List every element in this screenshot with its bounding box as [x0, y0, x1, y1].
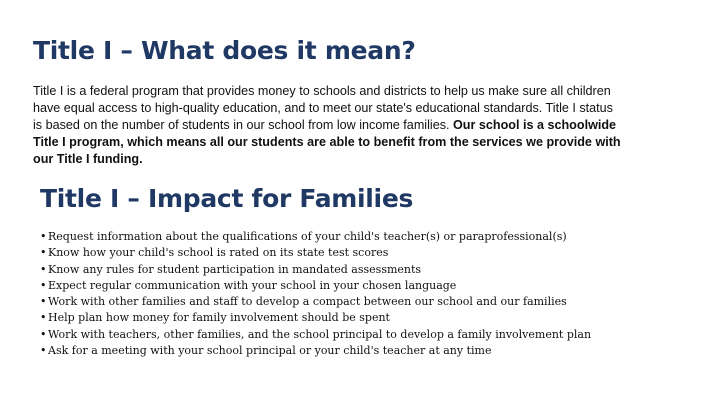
list-item: • Work with other families and staff to develop a compact between our school and our families — [40, 294, 700, 310]
list-item: • Expect regular communication with your school in your chosen language — [40, 278, 700, 294]
list-item: • Know any rules for student participation in mandated assessments — [40, 262, 700, 278]
bullet-icon: • — [40, 246, 47, 260]
family-rights-list — [40, 229, 700, 359]
list-item: • Know how your child's school is rated on its state test scores — [40, 245, 700, 261]
list-item: • Work with teachers, other families, and the school principal to develop a family involvement plan — [40, 327, 700, 343]
intro-paragraph — [33, 83, 623, 168]
intro-paragraph-plain: Title I is a federal program that provides money to schools and districts to help us make sure all children have equal access to high-quality education, and to meet our state's educational standards. Title I status is based on the number of students in our school from low income families. — [33, 84, 613, 132]
bullet-icon: • — [40, 327, 47, 341]
bullet-icon: • — [40, 295, 47, 309]
bullet-icon: • — [40, 278, 47, 292]
list-item: • Help plan how money for family involvement should be spent — [40, 310, 700, 326]
section-title-meaning: Title I – What does it mean? — [33, 36, 416, 65]
section-title-impact: Title I – Impact for Families — [40, 184, 414, 213]
bullet-icon: • — [40, 311, 47, 325]
bullet-icon: • — [40, 344, 47, 358]
bullet-icon: • — [40, 262, 47, 276]
list-item: • Ask for a meeting with your school principal or your child's teacher at any time — [40, 343, 700, 359]
intro-paragraph-bold: Our school is a schoolwide Title I program, which means all our students are able to benefit from the services we provide with our Title I funding. — [33, 118, 621, 166]
list-item: • Request information about the qualifications of your child's teacher(s) or paraprofessional(s) — [40, 229, 700, 245]
bullet-icon: • — [40, 230, 47, 243]
